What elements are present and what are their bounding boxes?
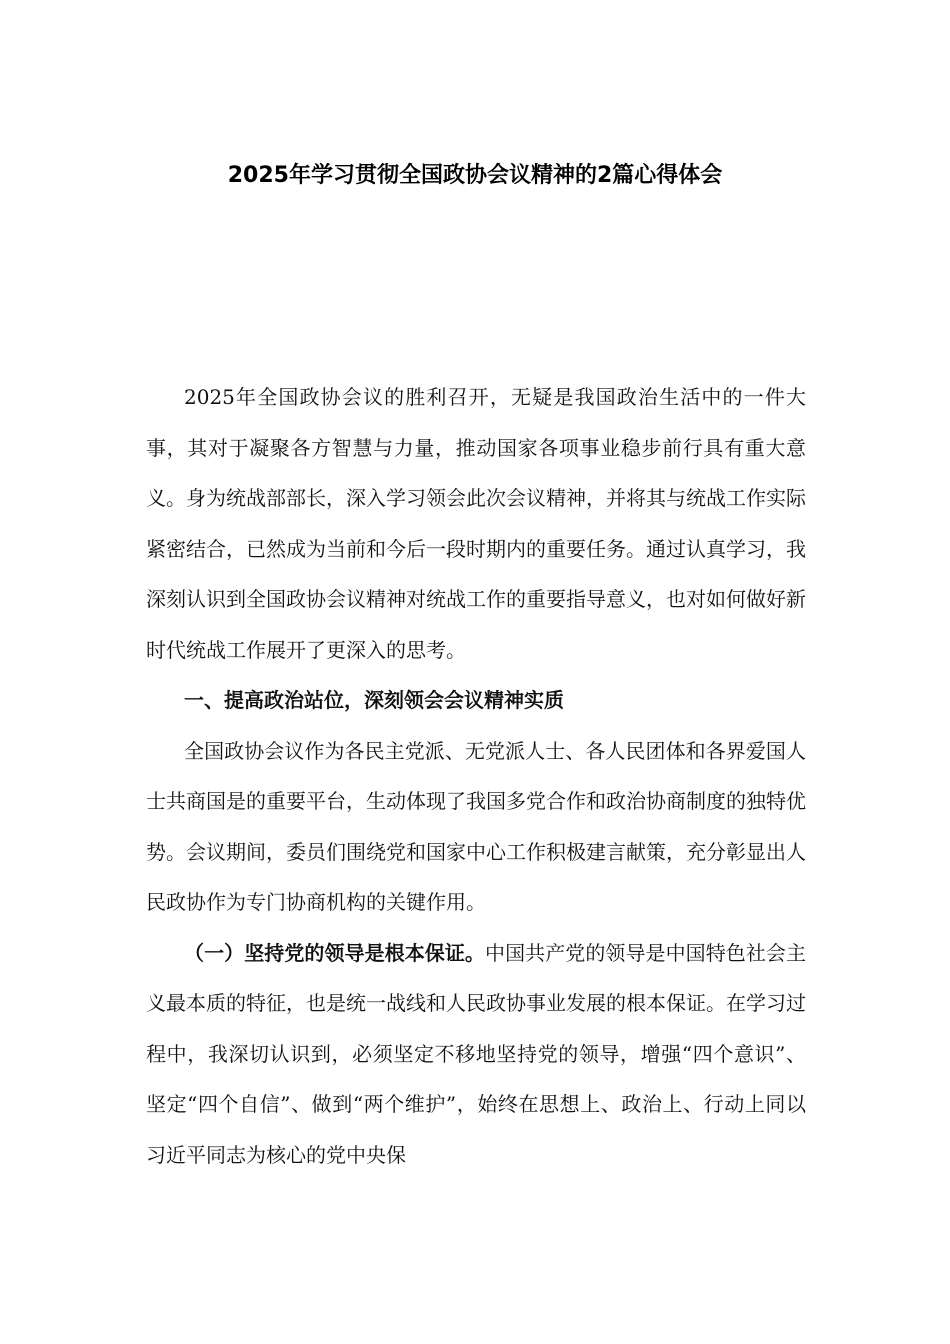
document-body (146, 372, 806, 1180)
subsection-text: 中国共产党的领导是中国特色社会主义最本质的特征，也是统一战线和人民政协事业发展的根本保证。在学习过程中，我深切认识到，必须坚定不移地坚持党的领导，增强“四个意识”、坚定“四个自信”、做到“两个维护”，始终在思想上、政治上、行动上同以习近平同志为核心的党中央保 (146, 940, 806, 1167)
section-heading-1: 一、提高政治站位，深刻领会会议精神实质 (184, 688, 564, 712)
document-title: 2025年学习贯彻全国政协会议精神的2篇心得体会 (227, 163, 723, 188)
subsection-lead: （一）坚持党的领导是根本保证。 (184, 940, 485, 965)
paragraph-intro: 2025年全国政协会议的胜利召开，无疑是我国政治生活中的一件大事，其对于凝聚各方智慧与力量，推动国家各项事业稳步前行具有重大意义。身为统战部部长，深入学习领会此次会议精神，并将其与统战工作实际紧密结合，已然成为当前和今后一段时期内的重要任务。通过认真学习，我深刻认识到全国政协会议精神对统战工作的重要指导意义，也对如何做好新时代统战工作展开了更深入的思考。 (146, 385, 806, 662)
paragraph-subsection-1 (146, 928, 806, 1181)
paragraph-section-1: 全国政协会议作为各民主党派、无党派人士、各人民团体和各界爱国人士共商国是的重要平台，生动体现了我国多党合作和政治协商制度的独特优势。会议期间，委员们围绕党和国家中心工作积极建言献策，充分彰显出人民政协作为专门协商机构的关键作用。 (146, 738, 806, 914)
